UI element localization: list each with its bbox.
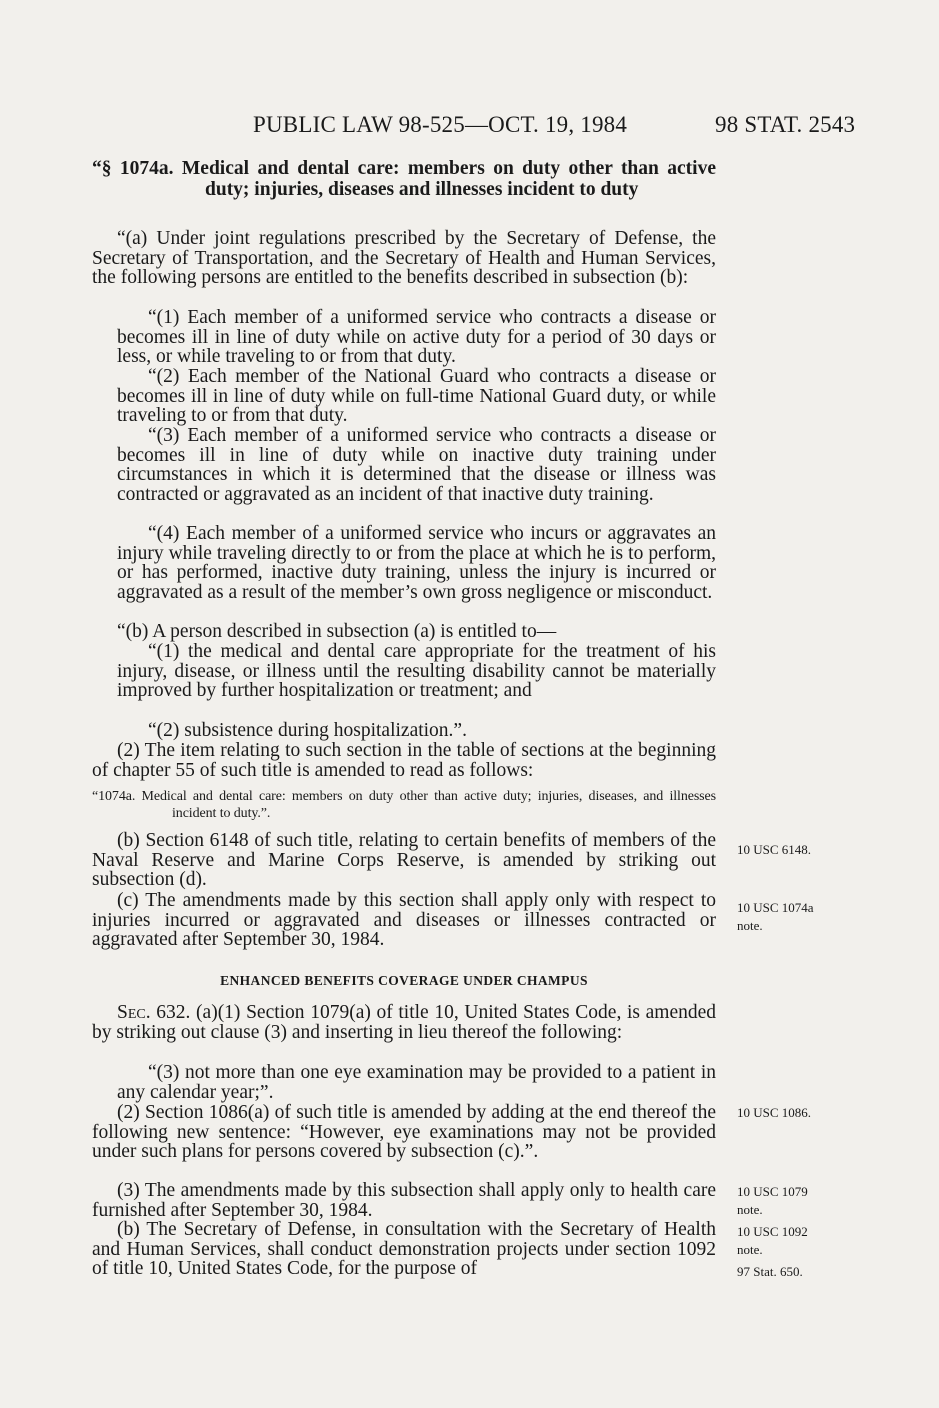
paragraph-sec-632 <box>92 1003 716 1042</box>
paragraph-a: “(a) Under joint regulations prescribed by the Secretary of Defense, the Secretary of Transportation, and the Secretary of Health and Human Services, the following persons are entitled to the benefits described in subsection (b): <box>92 228 716 289</box>
paragraph-b-1: “(1) the medical and dental care appropriate for the treatment of his injury, disease, or illness until the resulting disability cannot be materially improved by further hospitalization or treatment; and <box>117 641 716 702</box>
section-heading: “§ 1074a. Medical and dental care: members on duty other than active duty; injuries, diseases and illnesses incident to duty <box>92 158 716 200</box>
margin-note: 10 USC 6148. <box>737 842 812 857</box>
sec-632-text: (a)(1) Section 1079(a) of title 10, United States Code, is amended by striking out clause (3) and inserting in lieu thereof the following: <box>92 1002 717 1043</box>
margin-note: 10 USC 1079 note. <box>737 1184 808 1217</box>
paragraph-a-1: “(1) Each member of a uniformed service who contracts a disease or becomes ill in line of duty while on active duty for a period of 30 days or less, or while traveling to or from that duty. <box>117 307 716 368</box>
paragraph-a-3: “(3) Each member of a uniformed service who contracts a disease or becomes ill in line of duty while on inactive duty training under circumstances in which it is determined that the disease or illness was contracted or aggravated as an incident of that inactive duty training. <box>117 425 716 505</box>
paragraph-a-4: “(4) Each member of a uniformed service who incurs or aggravates an injury while traveling directly to or from the place at which he is to perform, or has performed, inactive duty training, unless the injury is incurred or aggravated as a result of the member’s own gross negligence or misconduct. <box>117 523 716 603</box>
paragraph-632-a-3: (3) The amendments made by this subsection shall apply only to health care furnished after September 30, 1984. <box>92 1180 716 1221</box>
running-header-title: PUBLIC LAW 98-525—OCT. 19, 1984 <box>253 112 628 137</box>
paragraph-b: “(b) A person described in subsection (a) is entitled to— <box>117 621 557 642</box>
margin-note: 97 Stat. 650. <box>737 1264 803 1279</box>
paragraph-a-2: “(2) Each member of the National Guard who contracts a disease or becomes ill in line of duty while on full-time National Guard duty, or while traveling to or from that duty. <box>117 366 716 427</box>
paragraph-clause-3: “(3) not more than one eye examination may be provided to a patient in any calendar year;”. <box>117 1062 716 1103</box>
paragraph-632-a-2: (2) Section 1086(a) of such title is amended by adding at the end thereof the following new sentence: “However, eye examinations may not be provided under such plans for persons covered by subsection (c).”. <box>92 1102 716 1163</box>
paragraph-b-2: “(2) subsistence during hospitalization.”. <box>148 720 467 741</box>
paragraph-section-c: (c) The amendments made by this section shall apply only with respect to injuries incurred or aggravated and diseases or illnesses contracted or aggravated after September 30, 1984. <box>92 890 716 951</box>
paragraph-632-b: (b) The Secretary of Defense, in consultation with the Secretary of Health and Human Services, shall conduct demonstration projects under section 1092 of title 10, United States Code, for the purpose of <box>92 1219 716 1280</box>
paragraph-2-table-item: (2) The item relating to such section in the table of sections at the beginning of chapter 55 of such title is amended to read as follows: <box>92 740 716 781</box>
section-caption: ENHANCED BENEFITS COVERAGE UNDER CHAMPUS <box>220 973 588 988</box>
margin-note: 10 USC 1074a note. <box>737 900 814 933</box>
table-of-sections-entry: “1074a. Medical and dental care: members on duty other than active duty; injuries, diseases, and illnesses incident to duty.”. <box>92 789 716 821</box>
margin-note: 10 USC 1086. <box>737 1105 812 1120</box>
margin-note: 10 USC 1092 note. <box>737 1224 808 1257</box>
section-label: Sec. 632. <box>117 1002 191 1023</box>
paragraph-section-b: (b) Section 6148 of such title, relating to certain benefits of members of the Naval Reserve and Marine Corps Reserve, is amended by striking out subsection (d). <box>92 830 716 891</box>
page-stat-number: 98 STAT. 2543 <box>715 112 856 137</box>
